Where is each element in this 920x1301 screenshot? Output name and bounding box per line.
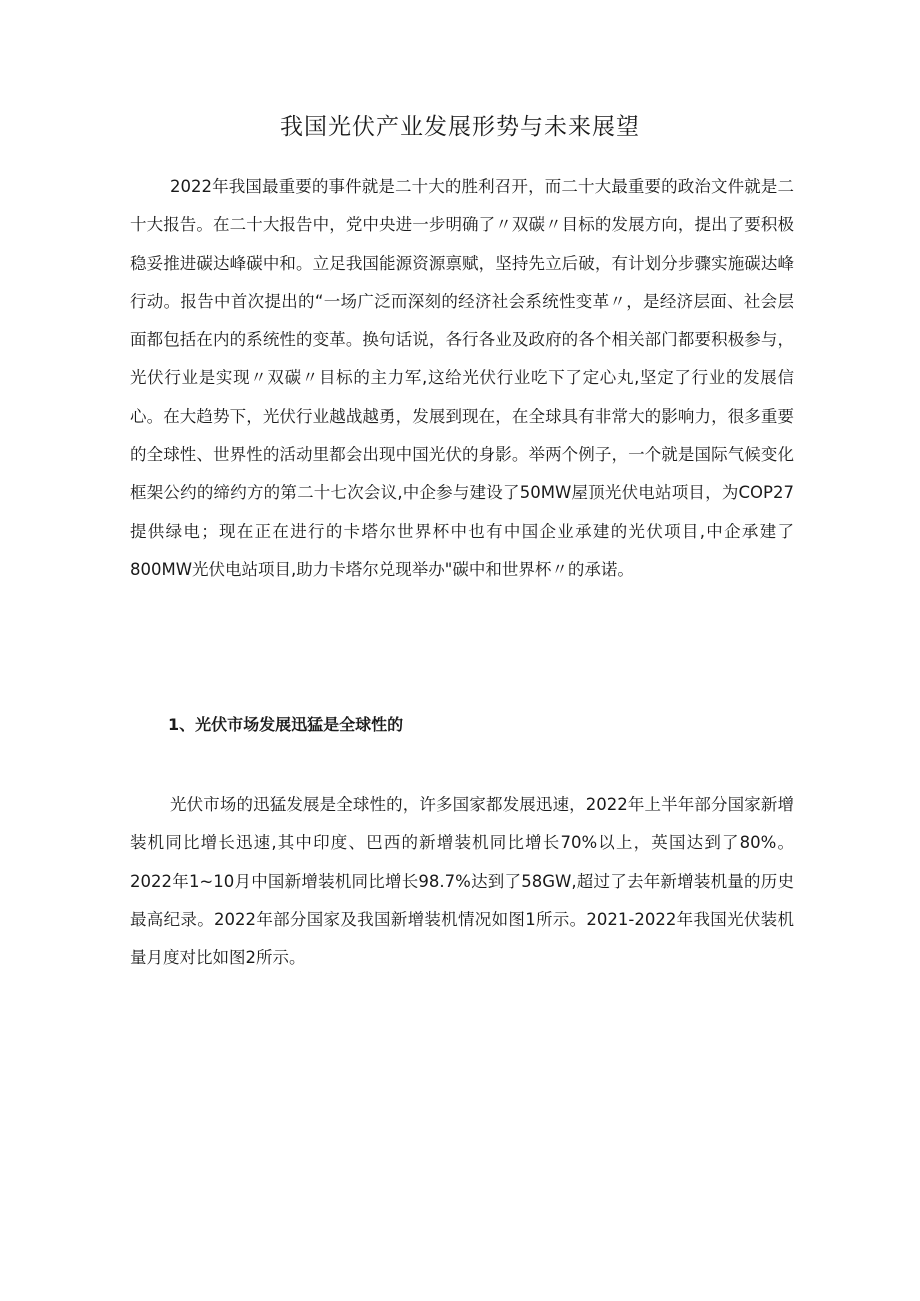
body-paragraph-intro: 2022年我国最重要的事件就是二十大的胜利召开，而二十大最重要的政治文件就是二十大报告。在二十大报告中，党中央进一步明确了〃双碳〃目标的发展方向，提出了要积极稳妥推进碳达峰碳中和。立足我国能源资源禀赋，坚持先立后破，有计划分步骤实施碳达峰行动。报告中首次提出的“一场广泛而深刻的经济社会系统性变革〃，是经济层面、社会层面都包括在内的系统性的变革。换句话说，各行各业及政府的各个相关部门都要积极参与，光伏行业是实现〃双碳〃目标的主力军,这给光伏行业吃下了定心丸,坚定了行业的发展信心。在大趋势下，光伏行业越战越勇，发展到现在，在全球具有非常大的影响力，很多重要的全球性、世界性的活动里都会出现中国光伏的身影。举两个例子，一个就是国际气候变化框架公约的缔约方的第二十七次会议,中企参与建设了50MW屋顶光伏电站项目，为COP27提供绿电；现在正在进行的卡塔尔世界杯中也有中国企业承建的光伏项目,中企承建了800MW光伏电站项目,助力卡塔尔兑现举办"碳中和世界杯〃的承诺。: [130, 177, 794, 579]
section-heading-1: 1、光伏市场发展迅猛是全球性的: [168, 715, 404, 734]
document-title: 我国光伏产业发展形势与未来展望: [280, 114, 640, 140]
body-paragraph-market: 光伏市场的迅猛发展是全球性的，许多国家都发展迅速，2022年上半年部分国家新增装机同比增长迅速,其中印度、巴西的新增装机同比增长70%以上，英国达到了80%。2022年1~10月中国新增装机同比增长98.7%达到了58GW,超过了去年新增装机量的历史最高纪录。2022年部分国家及我国新增装机情况如图1所示。2021-2022年我国光伏装机量月度对比如图2所示。: [130, 795, 794, 968]
